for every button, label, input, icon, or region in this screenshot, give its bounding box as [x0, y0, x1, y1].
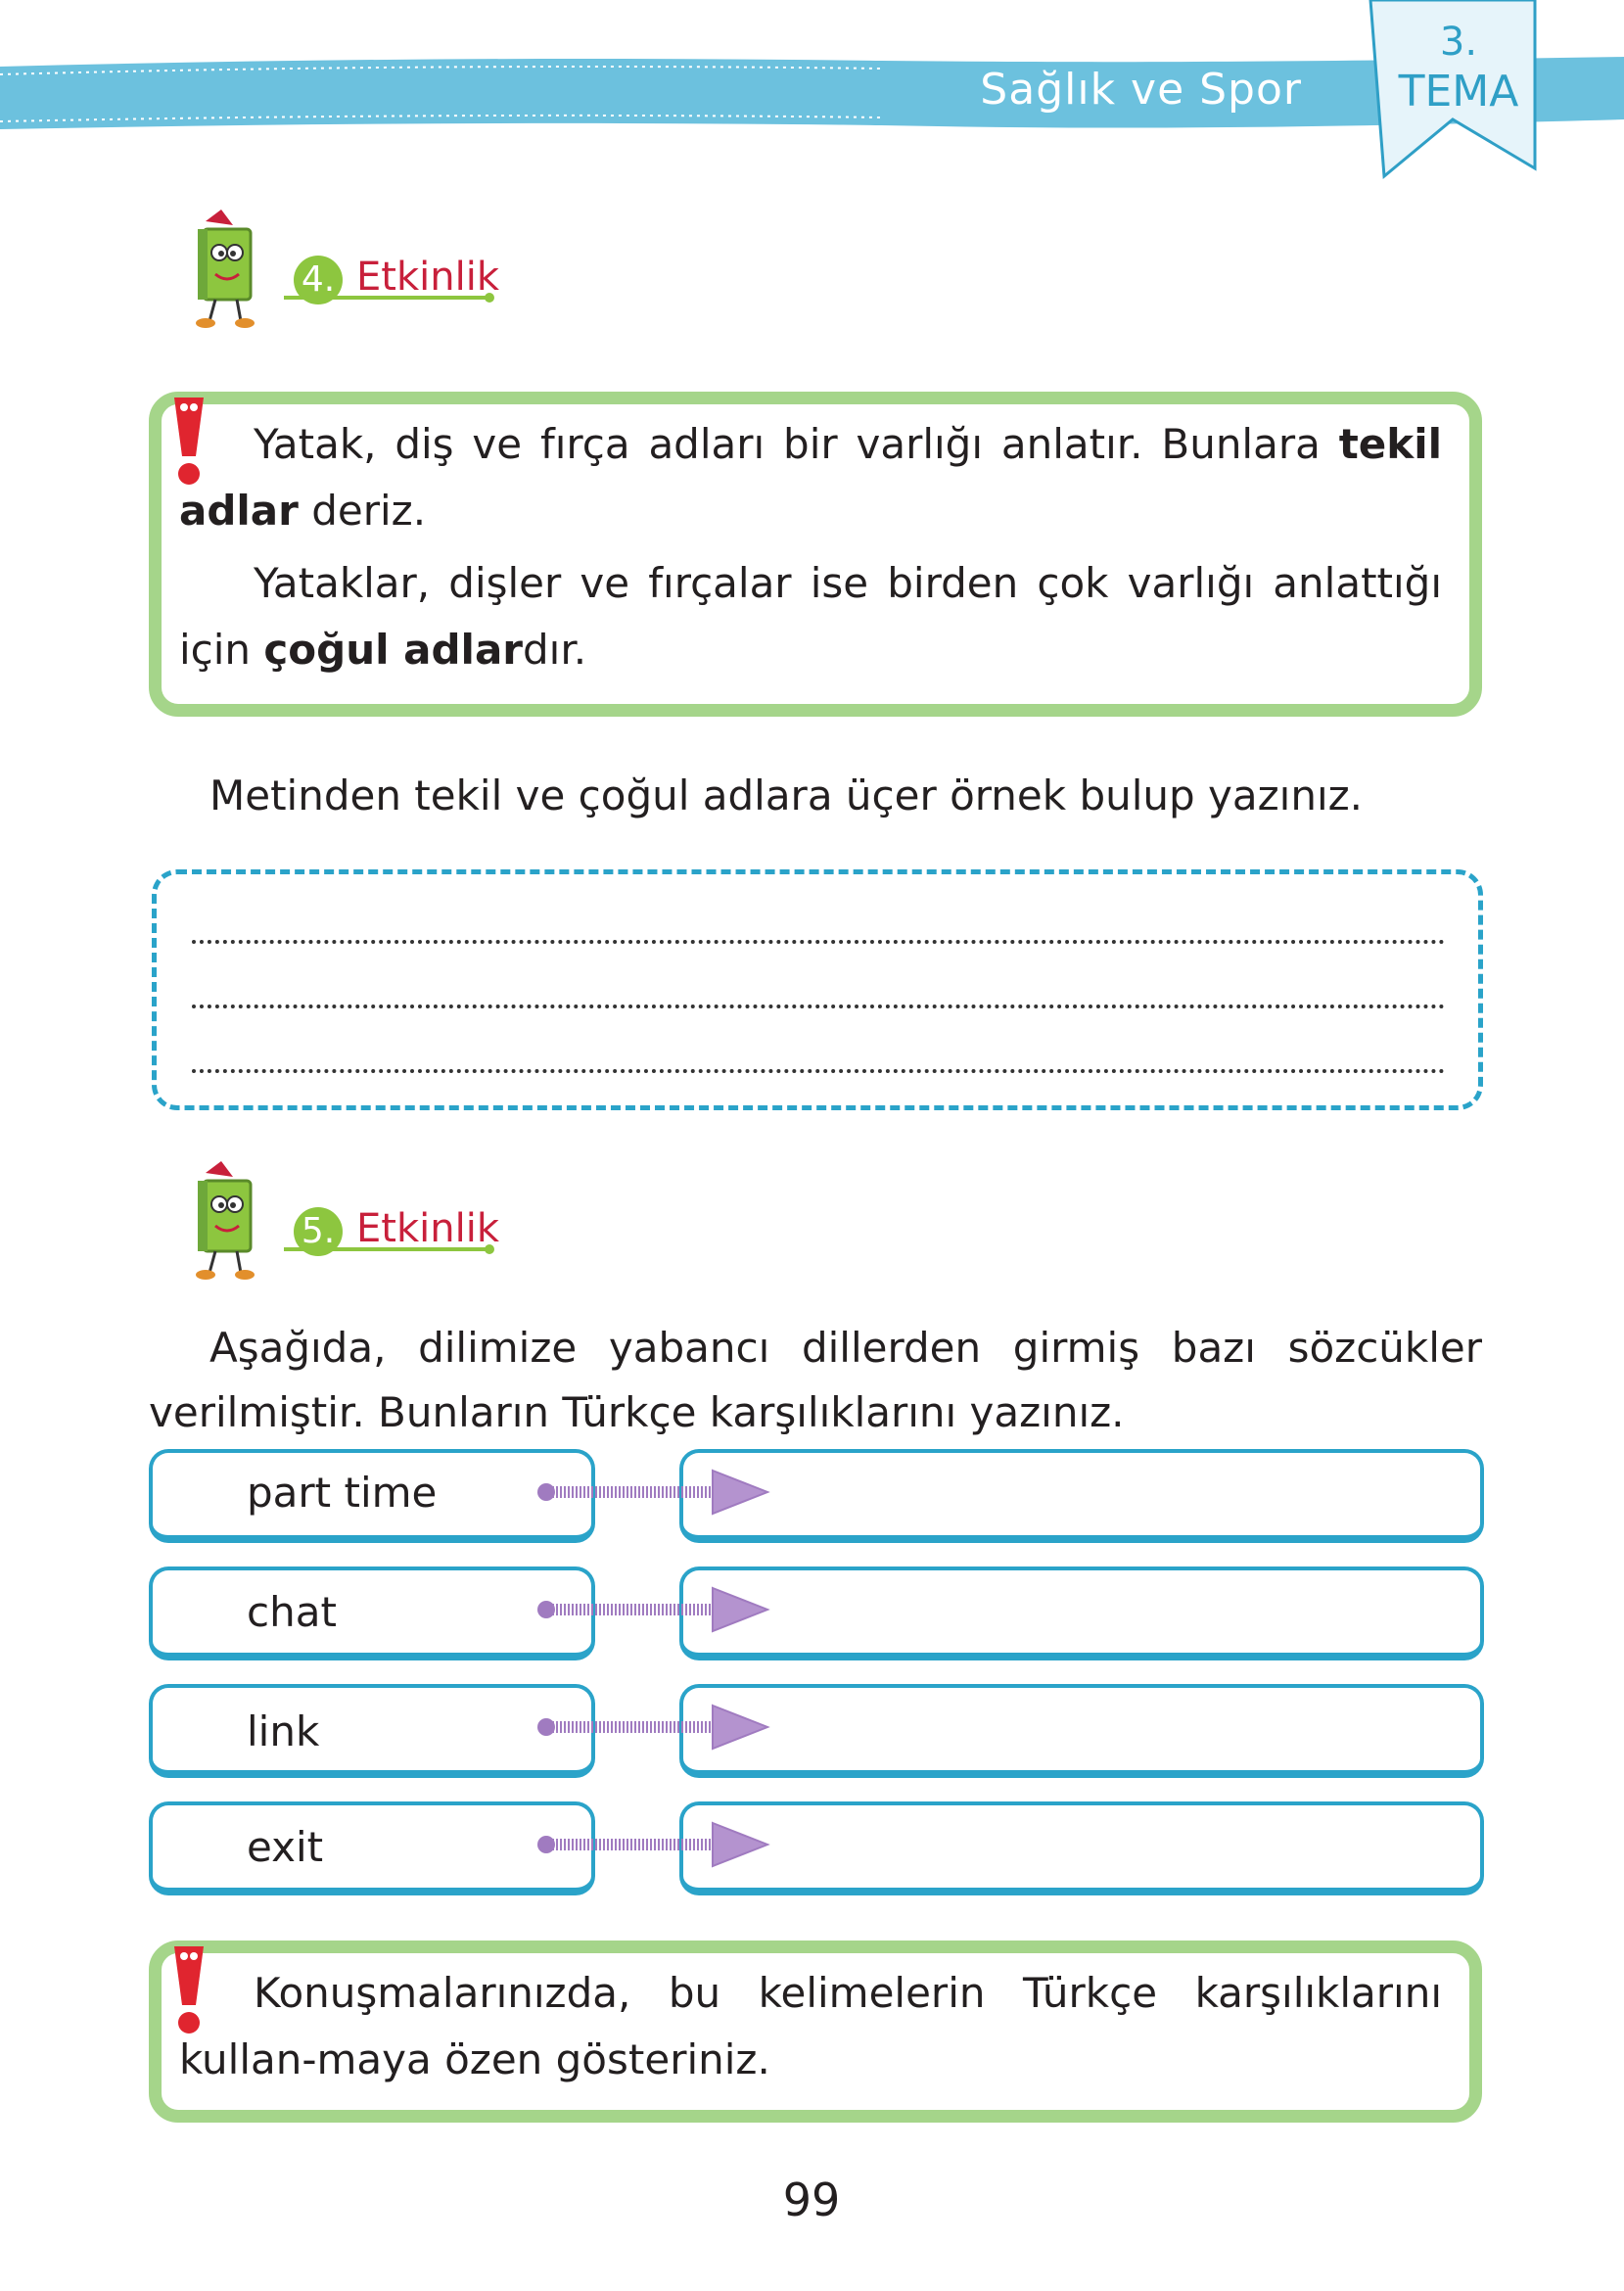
arrow-icon-4 — [537, 1823, 767, 1866]
word-box-2 — [149, 1566, 595, 1660]
word-box-3 — [149, 1684, 595, 1778]
answer-line-1[interactable] — [192, 940, 1445, 944]
info-p2-bold: çoğul adlar — [263, 626, 523, 674]
info-paragraph-2 — [179, 550, 1442, 683]
info-p2-end: dır. — [523, 626, 587, 674]
answer-box-1[interactable] — [679, 1449, 1484, 1543]
activity-4-instruction: Metinden tekil ve çoğul adlara üçer örnek bulup yazınız. — [209, 771, 1364, 819]
word-3: link — [247, 1707, 320, 1755]
answer-line-2[interactable] — [192, 1005, 1445, 1008]
answer-box-3[interactable] — [679, 1684, 1484, 1778]
arrows-group — [533, 1469, 777, 1880]
word-2: chat — [247, 1588, 337, 1636]
word-box-4 — [149, 1801, 595, 1895]
arrow-icon-3 — [537, 1706, 767, 1749]
answer-area-dashed[interactable] — [152, 869, 1483, 1110]
word-1: part time — [247, 1469, 438, 1517]
activity-5-number: 5. — [294, 1207, 343, 1256]
info-p2-text: Yataklar, dişler ve fırçalar ise birden çok varlığı anlattığı için — [179, 559, 1442, 674]
page-number: 99 — [782, 2174, 841, 2226]
activity-5-instruction: Aşağıda, dilimize yabancı dillerden girmiş bazı sözcükler verilmiştir. Bunların Türkçe karşılıklarını yazınız. — [149, 1324, 1482, 1436]
arrow-icon-1 — [537, 1471, 767, 1514]
activity-4-label: Etkinlik — [356, 255, 499, 300]
theme-title: Sağlık ve Spor — [980, 65, 1302, 115]
info-paragraph-1 — [179, 411, 1442, 544]
word-4: exit — [247, 1823, 324, 1871]
info-p1-text: Yatak, diş ve fırça adları bir varlığı anlatır. Bunlara — [254, 420, 1339, 468]
info-p1-bold: tekil adlar — [179, 420, 1442, 535]
activity-5-label: Etkinlik — [356, 1206, 499, 1251]
theme-word: TEMA — [1398, 67, 1519, 117]
answer-line-3[interactable] — [192, 1069, 1445, 1073]
arrow-icon-2 — [537, 1588, 767, 1631]
answer-box-4[interactable] — [679, 1801, 1484, 1895]
info-p1-end: deriz. — [298, 487, 427, 535]
header-band — [0, 0, 1624, 196]
activity-4-number: 4. — [294, 256, 343, 304]
answer-box-2[interactable] — [679, 1566, 1484, 1660]
theme-number: 3. — [1439, 20, 1478, 65]
note-text: Konuşmalarınızda, bu kelimelerin Türkçe karşılıklarını kullan-maya özen gösteriniz. — [179, 1969, 1442, 2083]
